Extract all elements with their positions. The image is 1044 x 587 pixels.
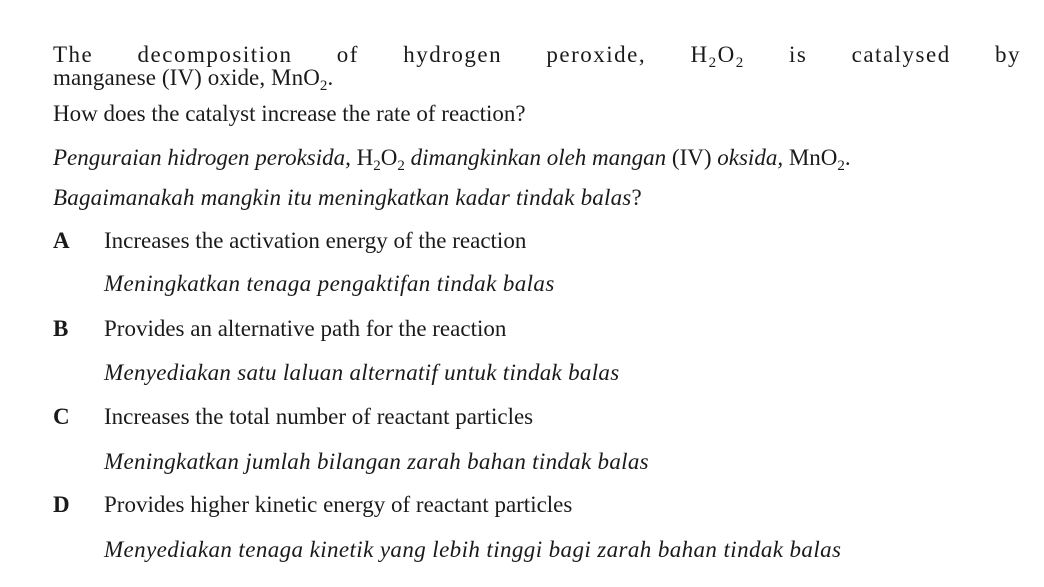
question-en-line-2-suffix: . [327,65,334,90]
option-b-letter: B [53,316,69,341]
option-a-letter: A [53,228,70,253]
option-d-letter: D [53,492,70,517]
question-ms-line-1-oksida: oksida, [711,145,789,170]
formula-subscript: 2 [708,55,718,71]
question-en-line-1-suffix: is catalysed by [744,42,1022,67]
question-ms-line-1-prefix: Penguraian hidrogen peroksida, [53,145,357,170]
option-a-en: Increases the activation energy of the reaction [104,228,527,253]
option-c-letter: C [53,404,70,429]
formula-subscript: 2 [397,158,405,174]
option-b-ms: Menyediakan satu laluan alternatif untuk tindak balas [104,360,620,385]
question-en-line-3: How does the catalyst increase the rate of reaction? [53,101,526,126]
question-ms-line-1-mid: dimangkinkan oleh mangan [404,145,672,170]
question-en-line-1-prefix: The decomposition of hydrogen peroxide, H [53,42,709,67]
formula-subscript: 2 [373,158,381,174]
question-ms-line-2-suffix: ? [631,185,642,210]
formula-part: O [717,42,736,67]
option-d-en: Provides higher kinetic energy of reactant particles [104,492,573,517]
question-ms-line-2-prefix: Bagaimanakah mangkin itu meningkatkan kadar tindak balas [53,185,632,210]
question-en-line-2 [53,65,334,94]
option-c-en: Increases the total number of reactant particles [104,404,534,429]
formula-part: H [356,145,374,170]
formula-part: O [380,145,398,170]
question-ms-line-2 [53,185,642,211]
question-en-line-2-prefix: manganese (IV) oxide, MnO [53,65,320,90]
option-d-ms: Menyediakan tenaga kinetik yang lebih tinggi bagi zarah bahan tindak balas [104,537,842,562]
formula-subscript: 2 [735,55,745,71]
question-ms-line-1 [53,145,851,174]
option-c-ms: Meningkatkan jumlah bilangan zarah bahan tindak balas [104,449,649,474]
option-b-en: Provides an alternative path for the reaction [104,316,507,341]
option-a-ms: Meningkatkan tenaga pengaktifan tindak balas [104,271,555,296]
oxidation-state: (IV) [671,145,712,170]
formula-subscript: 2 [319,78,328,94]
formula-subscript: 2 [837,158,845,174]
question-ms-line-1-end: . [844,145,851,170]
formula-part: MnO [788,145,838,170]
